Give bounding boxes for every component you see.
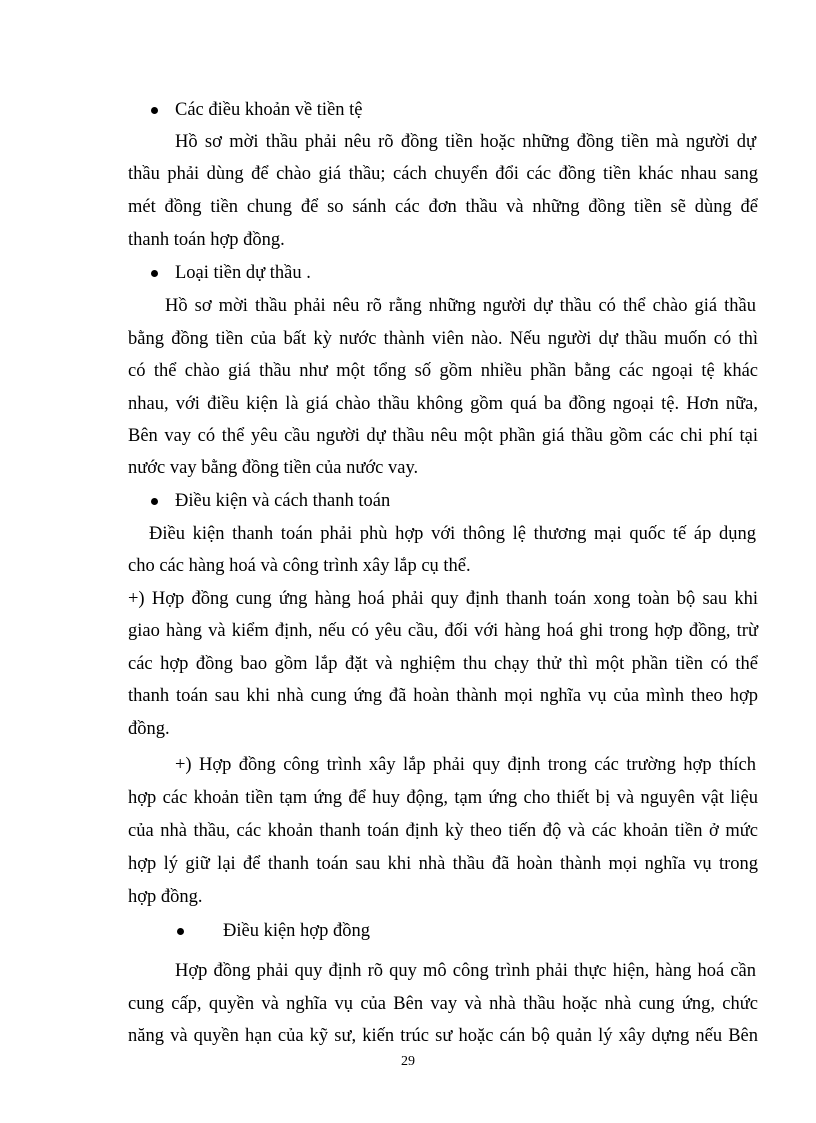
paragraph-line: Hồ sơ mời thầu phải nêu rõ rằng những người dự thầu có thể chào giá thầu (165, 296, 756, 316)
paragraph-line: thầu phải dùng để chào giá thầu; cách chuyển đổi các đồng tiền khác nhau sang (128, 164, 758, 184)
paragraph-line: Điều kiện thanh toán phải phù hợp với thông lệ thương mại quốc tế áp dụng (149, 524, 756, 544)
paragraph-line: Bên vay có thể yêu cầu người dự thầu nêu một phần giá thầu gồm các chi phí tại (128, 426, 758, 446)
section-heading-bid-currency: Loại tiền dự thầu . (175, 263, 311, 283)
paragraph-line: của nhà thầu, các khoản thanh toán định kỳ theo tiến độ và các khoản tiền ở mức (128, 821, 758, 841)
paragraph-line: +) Hợp đồng cung ứng hàng hoá phải quy định thanh toán xong toàn bộ sau khi (128, 589, 758, 609)
paragraph-line: thanh toán hợp đồng. (128, 230, 285, 250)
paragraph-line: cho các hàng hoá và công trình xây lắp cụ thể. (128, 556, 471, 576)
bullet-dot (177, 928, 184, 935)
paragraph-line: nước vay bằng đồng tiền của nước vay. (128, 458, 419, 478)
paragraph-line: Hợp đồng phải quy định rõ quy mô công trình phải thực hiện, hàng hoá cần (175, 961, 756, 981)
paragraph-line: hợp đồng. (128, 887, 203, 907)
section-heading-payment-terms: Điều kiện và cách thanh toán (175, 491, 391, 511)
paragraph-line: giao hàng và kiểm định, nếu có yêu cầu, đối với hàng hoá ghi trong hợp đồng, trừ (128, 621, 758, 641)
paragraph-line: hợp lý giữ lại để thanh toán sau khi nhà thầu đã hoàn thành mọi nghĩa vụ trong (128, 854, 758, 874)
paragraph-line: bằng đồng tiền của bất kỳ nước thành viên nào. Nếu người dự thầu muốn có thì (128, 329, 758, 349)
bullet-dot (151, 498, 158, 505)
paragraph-line: các hợp đồng bao gồm lắp đặt và nghiệm thu chạy thử thì một phần tiền có thể (128, 654, 758, 674)
paragraph-line: năng và quyền hạn của kỹ sư, kiến trúc sư hoặc cán bộ quản lý xây dựng nếu Bên (128, 1026, 758, 1046)
paragraph-line: cung cấp, quyền và nghĩa vụ của Bên vay và nhà thầu hoặc nhà cung ứng, chức (128, 994, 758, 1014)
section-heading-contract-conditions: Điều kiện hợp đồng (223, 921, 370, 941)
paragraph-line: nhau, với điều kiện là giá chào thầu không gồm quá ba đồng ngoại tệ. Hơn nữa, (128, 394, 758, 414)
section-heading-currency-terms: Các điều khoản về tiền tệ (175, 100, 363, 120)
paragraph-line: có thể chào giá thầu như một tổng số gồm nhiều phần bằng các ngoại tệ khác (128, 361, 758, 381)
paragraph-line: hợp các khoản tiền tạm ứng để huy động, tạm ứng cho thiết bị và nguyên vật liệu (128, 788, 758, 808)
page-number: 29 (401, 1054, 415, 1069)
paragraph-line: đồng. (128, 719, 170, 739)
paragraph-line: +) Hợp đồng công trình xây lắp phải quy định trong các trường hợp thích (175, 755, 756, 775)
paragraph-line: thanh toán sau khi nhà cung ứng đã hoàn thành mọi nghĩa vụ của mình theo hợp (128, 686, 758, 706)
bullet-dot (151, 107, 158, 114)
bullet-dot (151, 270, 158, 277)
paragraph-line: mét đồng tiền chung để so sánh các đơn thầu và những đồng tiền sẽ dùng để (128, 197, 758, 217)
paragraph-line: Hồ sơ mời thầu phải nêu rõ đồng tiền hoặc những đồng tiền mà người dự (175, 132, 756, 152)
